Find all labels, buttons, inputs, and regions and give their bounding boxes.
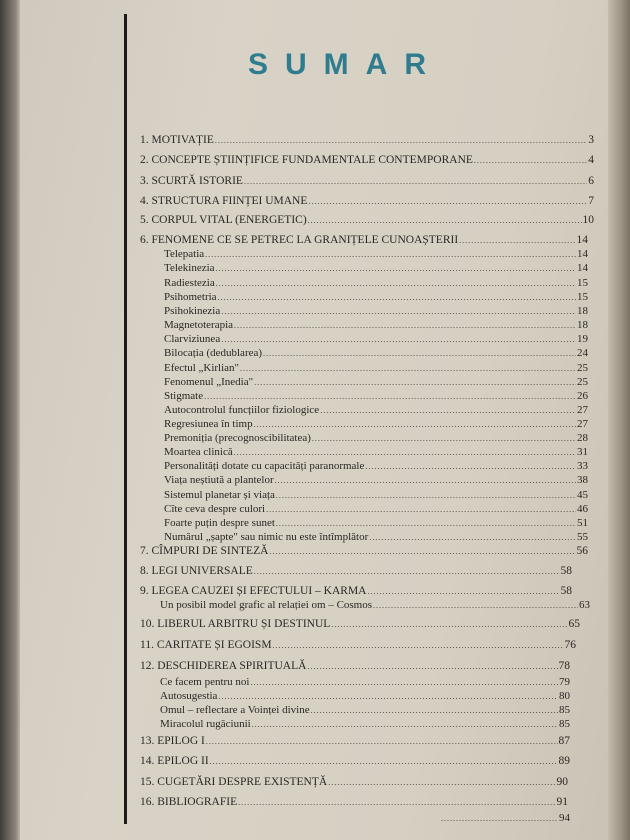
toc-page-number: 31	[577, 446, 588, 458]
toc-entry-title: Miracolul rugăciunii	[160, 718, 251, 730]
toc-subentry	[160, 598, 590, 612]
toc-page-number: 6	[588, 175, 594, 187]
toc-subentry	[164, 247, 588, 261]
toc-chapter-entry	[140, 544, 588, 558]
toc-entry-title: Efectul „Kirlian"	[164, 362, 240, 374]
toc-entry-title: Psihometria	[164, 291, 217, 303]
toc-subentry	[164, 403, 588, 417]
dot-leader	[312, 432, 576, 446]
toc-entry-title: Stigmate	[164, 390, 204, 402]
toc-subentry	[164, 417, 588, 431]
toc-page-number: 55	[577, 531, 588, 543]
toc-entry-title: Numărul „șapte" sau nimic nu este întîmplător	[164, 531, 369, 543]
toc-page-number: 33	[577, 460, 588, 472]
toc-chapter-entry	[140, 754, 570, 768]
toc-subentry	[440, 811, 570, 825]
dot-leader	[244, 175, 587, 189]
toc-page-number: 56	[576, 545, 588, 557]
toc-chapter-entry	[140, 213, 594, 227]
toc-subentry	[164, 361, 588, 375]
toc-page-number: 91	[556, 796, 568, 808]
dot-leader	[234, 319, 576, 333]
toc-entry-title: Premoniția (precognoscibilitatea)	[164, 432, 311, 444]
dot-leader	[373, 599, 578, 613]
toc-subentry	[164, 516, 588, 530]
toc-chapter-entry	[140, 584, 572, 598]
toc-entry-title: Personalități dotate cu capacități paranormale	[164, 460, 365, 472]
dot-leader	[365, 460, 576, 474]
dot-leader	[206, 735, 558, 749]
toc-subentry	[160, 703, 570, 717]
toc-entry-title: Moartea clinică	[164, 446, 233, 458]
toc-entry-title: Radiestezia	[164, 277, 215, 289]
toc-chapter-entry	[140, 233, 588, 247]
toc-entry-title: Autosugestia	[160, 690, 218, 702]
toc-page-number: 15	[577, 291, 588, 303]
toc-chapter-entry	[140, 734, 570, 748]
toc-entry-title: 13. EPILOG I	[140, 735, 205, 747]
toc-page-number: 45	[577, 489, 588, 501]
dot-leader	[221, 333, 576, 347]
toc-chapter-entry	[140, 174, 594, 188]
toc-chapter-entry	[140, 775, 568, 789]
toc-subentry	[164, 445, 588, 459]
toc-entry-title: 11. CARITATE ȘI EGOISM	[140, 639, 272, 651]
toc-chapter-entry	[140, 795, 568, 809]
toc-page-number: 14	[577, 262, 588, 274]
toc-subentry	[164, 530, 588, 544]
toc-entry-title: 14. EPILOG II	[140, 755, 209, 767]
toc-entry-title: Un posibil model grafic al relației om – Cosmos	[160, 599, 373, 611]
toc-subentry	[164, 276, 588, 290]
dot-leader	[240, 362, 576, 376]
toc-entry-title: Magnetoterapia	[164, 319, 234, 331]
toc-entry-title: 4. STRUCTURA FIINȚEI UMANE	[140, 195, 308, 207]
toc-page-number: 94	[559, 812, 570, 824]
toc-entry-title: Sistemul planetar și viața	[164, 489, 275, 501]
toc-entry-title: 2. CONCEPTE ȘTIINȚIFICE FUNDAMENTALE CONTEMPORANE	[140, 154, 473, 166]
toc-page-number: 4	[588, 154, 594, 166]
dot-leader	[254, 376, 576, 390]
toc-entry-title: Regresiunea în timp	[164, 418, 253, 430]
toc-entry-title: Clarviziunea	[164, 333, 221, 345]
toc-entry-title: 5. CORPUL VITAL (ENERGETIC)	[140, 214, 307, 226]
toc-page-number: 25	[577, 362, 588, 374]
toc-entry-title: 9. LEGEA CAUZEI ȘI EFECTULUI – KARMA	[140, 585, 367, 597]
toc-subentry	[164, 332, 588, 346]
toc-page-number: 25	[577, 376, 588, 388]
toc-chapter-entry	[140, 194, 594, 208]
toc-subentry	[164, 473, 588, 487]
dot-leader	[308, 195, 587, 209]
toc-entry-title: Bilocația (dedublarea)	[164, 347, 263, 359]
toc-entry-title: 8. LEGI UNIVERSALE	[140, 565, 253, 577]
toc-page-number: 14	[576, 234, 588, 246]
toc-entry-title: 7. CÎMPURI DE SINTEZĂ	[140, 545, 269, 557]
toc-entry-title: 10. LIBERUL ARBITRU ȘI DESTINUL	[140, 618, 331, 630]
toc-entry-title: Autocontrolul funcțiilor fiziologice	[164, 404, 320, 416]
toc-page-number: 27	[577, 404, 588, 416]
toc-entry-title: Psihokinezia	[164, 305, 221, 317]
dot-leader	[266, 503, 576, 517]
toc-page-number: 27	[577, 418, 588, 430]
toc-page-number: 63	[579, 599, 590, 611]
toc-entry-title: 1. MOTIVAȚIE	[140, 134, 214, 146]
toc-subentry	[164, 389, 588, 403]
toc-subentry	[160, 717, 570, 731]
dot-leader	[205, 248, 576, 262]
dot-leader	[307, 660, 557, 674]
toc-page-number: 85	[559, 704, 570, 716]
dot-leader	[320, 404, 576, 418]
toc-entry-title: Telekinezia	[164, 262, 215, 274]
dot-leader	[331, 618, 567, 632]
toc-chapter-entry	[140, 564, 572, 578]
toc-page-number: 7	[588, 195, 594, 207]
toc-entry-title: 12. DESCHIDEREA SPIRITUALĂ	[140, 660, 307, 672]
toc-page-number: 89	[558, 755, 570, 767]
dot-leader	[216, 262, 576, 276]
toc-chapter-entry	[140, 638, 576, 652]
toc-entry-title: 6. FENOMENE CE SE PETREC LA GRANIȚELE CUNOAȘTERII	[140, 234, 459, 246]
toc-page-number: 15	[577, 277, 588, 289]
toc-chapter-entry	[140, 659, 570, 673]
toc-page-number: 85	[559, 718, 570, 730]
toc-page-number: 79	[559, 676, 570, 688]
dot-leader	[218, 690, 558, 704]
toc-entry-title: Fenomenul „Inedia"	[164, 376, 254, 388]
toc-page-number: 46	[577, 503, 588, 515]
dot-leader	[369, 531, 576, 545]
dot-leader	[276, 517, 576, 531]
dot-leader	[218, 291, 576, 305]
dot-leader	[215, 134, 587, 148]
toc-entry-title: 16. BIBLIOGRAFIE	[140, 796, 238, 808]
dot-leader	[251, 676, 559, 690]
dot-leader	[276, 489, 576, 503]
dot-leader	[204, 390, 576, 404]
toc-subentry	[164, 502, 588, 516]
toc-subentry	[164, 459, 588, 473]
toc-chapter-entry	[140, 133, 594, 147]
toc-subentry	[160, 689, 570, 703]
dot-leader	[254, 418, 576, 432]
dot-leader	[367, 585, 559, 599]
toc-page-number: 58	[560, 565, 572, 577]
page-title: SUMAR	[248, 48, 443, 81]
dot-leader	[328, 776, 555, 790]
dot-leader	[238, 796, 555, 810]
toc-entry-title: Viața neștiută a plantelor	[164, 474, 274, 486]
dot-leader	[263, 347, 576, 361]
toc-entry-title: Telepatia	[164, 248, 205, 260]
toc-subentry	[164, 318, 588, 332]
toc-subentry	[164, 290, 588, 304]
toc-page-number: 19	[577, 333, 588, 345]
toc-subentry	[164, 431, 588, 445]
dot-leader	[275, 474, 576, 488]
toc-subentry	[164, 488, 588, 502]
toc-page-number: 14	[577, 248, 588, 260]
toc-page-number: 24	[577, 347, 588, 359]
toc-page-number: 78	[558, 660, 570, 672]
toc-chapter-entry	[140, 153, 594, 167]
toc-page-number: 26	[577, 390, 588, 402]
dot-leader	[441, 812, 558, 826]
dot-leader	[459, 234, 575, 248]
toc-entry-title: 3. SCURTĂ ISTORIE	[140, 175, 243, 187]
toc-subentry	[164, 346, 588, 360]
toc-page-number: 90	[556, 776, 568, 788]
toc-page-number: 80	[559, 690, 570, 702]
toc-page-number: 51	[577, 517, 588, 529]
toc-entry-title: Cîte ceva despre culori	[164, 503, 266, 515]
toc-entry-title: Ce facem pentru noi	[160, 676, 250, 688]
toc-page-number: 18	[577, 305, 588, 317]
toc-entry-title: 15. CUGETĂRI DESPRE EXISTENȚĂ	[140, 776, 328, 788]
dot-leader	[210, 755, 558, 769]
toc-subentry	[160, 675, 570, 689]
dot-leader	[216, 277, 576, 291]
toc-subentry	[164, 261, 588, 275]
toc-page-number: 65	[568, 618, 580, 630]
toc-page-number: 28	[577, 432, 588, 444]
toc-page-number: 87	[558, 735, 570, 747]
dot-leader	[269, 545, 575, 559]
toc-page-number: 3	[588, 134, 594, 146]
dot-leader	[221, 305, 576, 319]
dot-leader	[474, 154, 587, 168]
toc-page-number: 10	[582, 214, 594, 226]
dot-leader	[311, 704, 558, 718]
toc-page-number: 18	[577, 319, 588, 331]
toc-subentry	[164, 375, 588, 389]
toc-page-number: 58	[560, 585, 572, 597]
dot-leader	[254, 565, 560, 579]
toc-page-number: 76	[564, 639, 576, 651]
dot-leader	[252, 718, 558, 732]
dot-leader	[308, 214, 582, 228]
toc-entry-title: Foarte puțin despre sunet	[164, 517, 275, 529]
toc-page-number: 38	[577, 474, 588, 486]
toc-entry-title: Omul – reflectare a Voinței divine	[160, 704, 310, 716]
toc-chapter-entry	[140, 617, 580, 631]
dot-leader	[234, 446, 576, 460]
dot-leader	[273, 639, 564, 653]
toc-subentry	[164, 304, 588, 318]
